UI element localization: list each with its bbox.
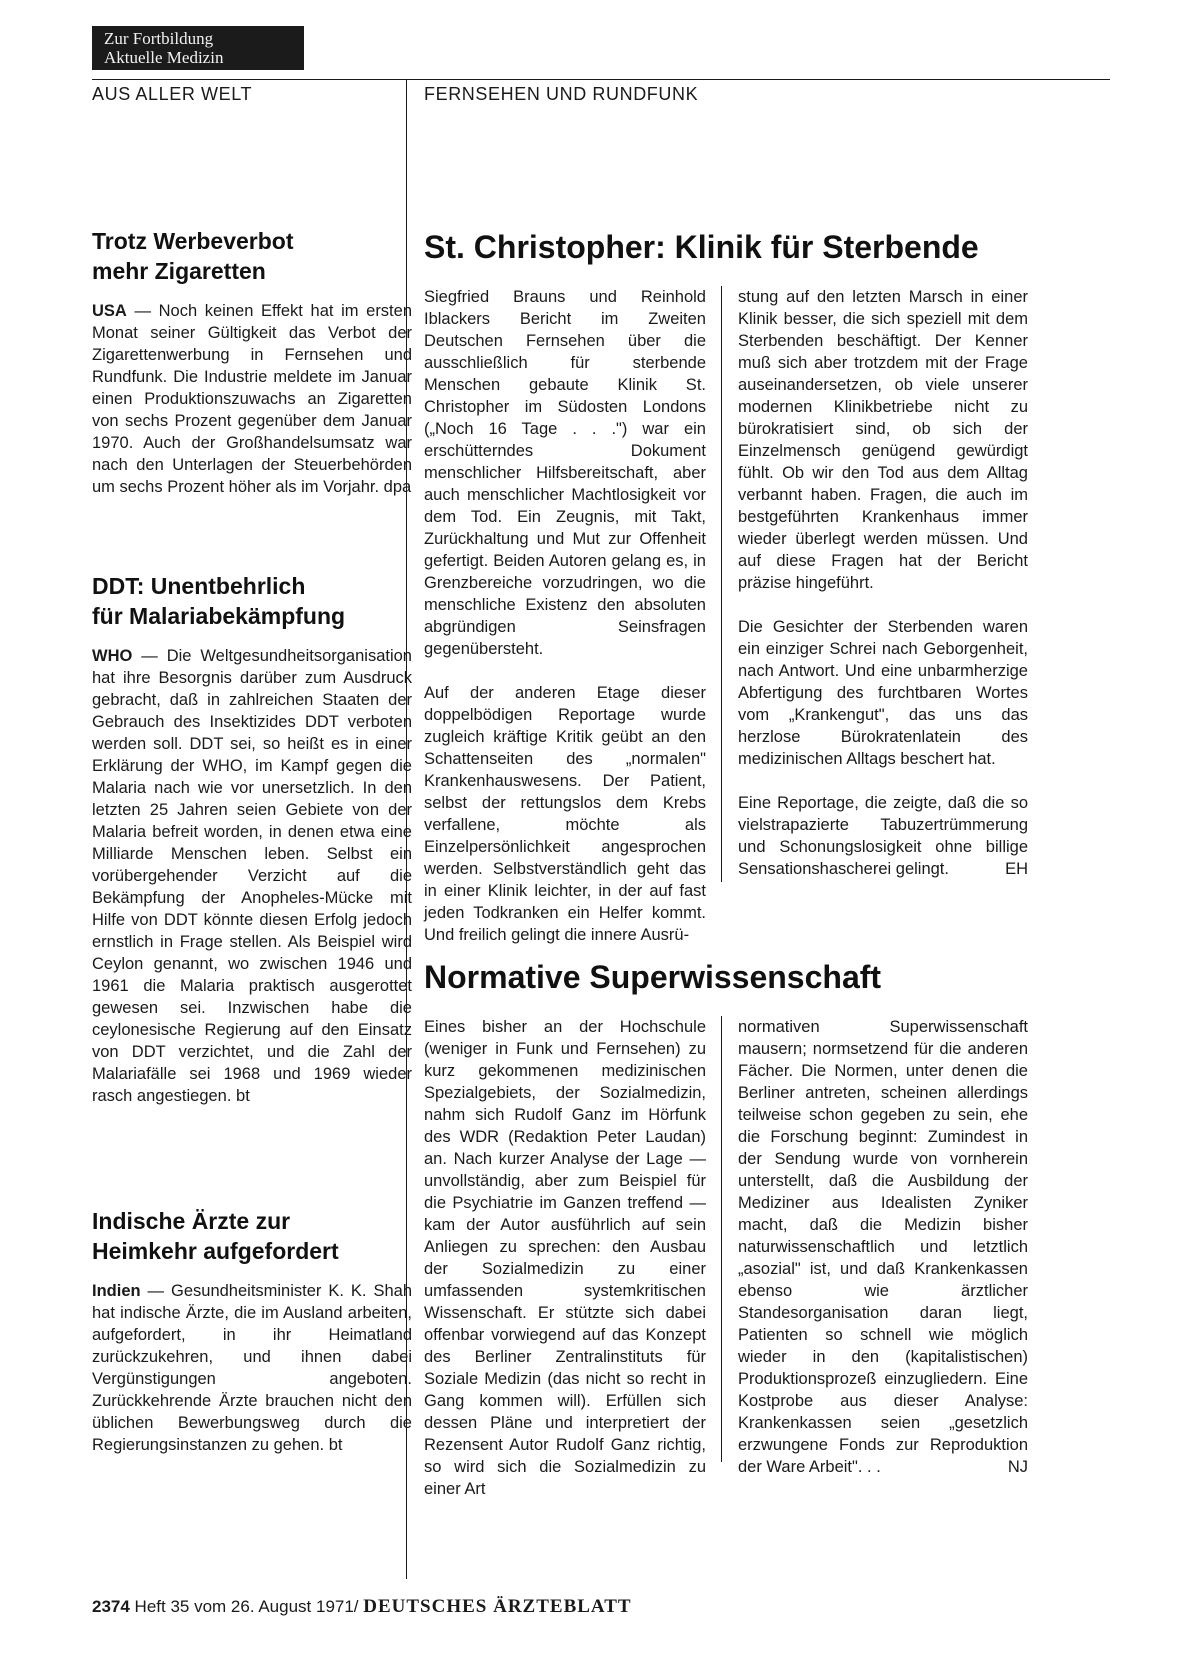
- badge-line-2: Aktuelle Medizin: [104, 48, 224, 67]
- page-number: 2374: [92, 1597, 130, 1616]
- article-title-normative: Normative Superwissenschaft: [424, 959, 882, 995]
- paragraph: Eine Reportage, die zeigte, daß die so vielstrapazierte Tabuzertrümmerung und Schonungslosigkeit ohne billige Sensationshascherei gelingt. EH: [738, 794, 1028, 878]
- paragraph: normativen Superwissenschaft mausern; normsetzend für die anderen Fächer. Die Normen, unter denen die Berliner antreten, scheinen allerdings teilweise schon gegeben zu sein, ehe die Forschung beginnt: Zumindest in der Sendung wurde von vornherein unterstellt, daß die Ausbildung der Mediziner aus Idealisten Zyniker macht, daß die Medizin bisher naturwissenschaftlich und letztlich „asozial" ist, und daß Krankenkassen ebenso wie ärztlicher Standesorganisation daran liegt, Patienten so schnell wie möglich wieder in den (kapitalistischen) Produktionsprozeß einzugliedern. Eine Kostprobe aus dieser Analyse: Krankenkassen seien „gesetzlich erzwungene Fonds zur Reproduktion der Ware Arbeit". . . NJ: [738, 1018, 1028, 1476]
- article-title: Indische Ärzte zur Heimkehr aufgefordert: [92, 1208, 339, 1264]
- article-ddt: [92, 571, 412, 1107]
- signature: dpa: [383, 478, 412, 496]
- paragraph: Eines bisher an der Hochschule (weniger in Funk und Fernsehen) zu kurz gekommenen medizinischen Spezialgebiets, der Sozialmedizin, nahm sich Rudolf Ganz im Hörfunk des WDR (Redaktion Peter Laudan) an. Nach kurzer Analyse der Lage — unvollständig, aber zum Beispiel für die Psychiatrie im Ganzen treffend — kam der Autor ausführlich auf sein Anliegen zu sprechen: den Ausbau der Sozialmedizin zu einer umfassenden systemkritischen Wissenschaft. Er stützte sich dabei offenbar vorwiegend auf das Konzept des Berliner Zentralinstituts für Soziale Medizin (das nicht so recht in Gang kommen will). Erfüllen sich dessen Pläne und interpretiert der Rezensent Autor Rudolf Ganz richtig, so wird sich die Sozialmedizin zu einer Art: [424, 1018, 706, 1498]
- signature: EH: [1005, 860, 1028, 878]
- masthead: DEUTSCHES ÄRZTEBLATT: [363, 1596, 632, 1617]
- christopher-column-2: [738, 286, 1028, 880]
- signature: bt: [236, 1087, 250, 1105]
- paragraph: stung auf den letzten Marsch in einer Klinik besser, die sich speziell mit dem Sterbenden beschäftigt. Der Kenner muß sich aber trotzdem mit der Frage auseinandersetzen, ob viele unserer modernen Klinikbetriebe nicht zu bürokratisiert sind, ob sich der Einzelmensch genügend gewürdigt fühlt. Ob wir den Tod aus dem Alltag verbannt haben. Fragen, die auch im bestgeführten Krankenhaus immer wieder überlegt werden müssen. Und auf diese Fragen hat der Bericht präzise hingeführt.: [738, 288, 1028, 592]
- article-body: WHO — Die Weltgesundheitsorganisation hat ihre Besorgnis darüber zum Ausdruck gebracht, daß in zahlreichen Staaten der Gebrauch des Insektizides DDT verboten werden soll. DDT sei, so heißt es in einer Erklärung der WHO, im Kampf gegen die Malaria nach wie vor unersetzlich. In den letzten 25 Jahren seien Gebiete von der Malaria befreit worden, in denen etwa eine Milliarde Menschen leben. Selbst ein vorübergehender Verzicht auf die Bekämpfung der Anopheles-Mücke mit Hilfe von DDT könnte diesen Erfolg jedoch ernstlich in Frage stellen. Als Beispiel wird Ceylon genannt, wo zwischen 1946 und 1961 die Malaria praktisch ausgerottet gewesen sei. Inzwischen habe die ceylonesische Regierung auf den Einsatz von DDT verzichtet, und die Zahl der Malariafälle sei 1968 und 1969 wieder rasch angestiegen. bt: [92, 647, 412, 1105]
- section-badge: [92, 26, 304, 70]
- section-label-left: AUS ALLER WELT: [92, 84, 253, 104]
- column-divider-christopher: [721, 286, 722, 882]
- christopher-column-1: [424, 286, 706, 946]
- paragraph: Siegfried Brauns und Reinhold Iblackers Bericht im Zweiten Deutschen Fernsehen über die ausschließlich für sterbende Menschen gebaute Klinik St. Christopher im Südosten Londons („Noch 16 Tage . . .") war ein erschütterndes Dokument menschlicher Hilfsbereitschaft, aber auch menschlicher Machtlosigkeit vor dem Tod. Ein Zeugnis, mit Takt, Zurückhaltung und Mut zur Offenheit gefertigt. Beiden Autoren gelang es, in Grenzbereiche vorzudringen, wo die menschliche Existenz den absoluten abgründigen Seinsfragen gegenübersteht.: [424, 288, 706, 658]
- normative-column-1: [424, 1016, 706, 1500]
- paragraph: Die Gesichter der Sterbenden waren ein einziger Schrei nach Geborgenheit, nach Antwort. Und eine unbarmherzige Abfertigung des furchtbaren Wortes vom „Krankengut", das uns das herzlose Bürokratenlatein des medizinischen Alltags beschert hat.: [738, 618, 1028, 768]
- issue-info: Heft 35 vom 26. August 1971/: [129, 1597, 364, 1616]
- normative-column-2: [738, 1016, 1028, 1478]
- article-body: USA — Noch keinen Effekt hat im ersten Monat seiner Gültigkeit das Verbot der Zigarettenwerbung in Fernsehen und Rundfunk. Die Industrie meldete im Januar einen Produktionszuwachs an Zigaretten von sechs Prozent gegenüber dem Januar 1970. Auch der Großhandelsumsatz war nach den Unterlagen der Steuerbehörden um sechs Prozent höher als im Vorjahr. dpa: [92, 302, 412, 496]
- article-body: Indien — Gesundheitsminister K. K. Shah hat indische Ärzte, die im Ausland arbeiten, aufgefordert, in ihr Heimatland zurückzukehren, und ihnen dabei Vergünstigungen angeboten. Zurückkehrende Ärzte brauchen nicht den üblichen Bewerbungsweg durch die Regierungsinstanzen zu gehen. bt: [92, 1282, 412, 1454]
- badge-line-1: Zur Fortbildung: [104, 29, 214, 48]
- signature: bt: [328, 1436, 343, 1454]
- article-cigarettes: [92, 226, 412, 498]
- article-title-christopher: St. Christopher: Klinik für Sterbende: [424, 229, 979, 265]
- page-footer: [92, 1596, 632, 1618]
- column-divider-normative: [721, 1016, 722, 1462]
- paragraph: Auf der anderen Etage dieser doppelbödigen Reportage wurde zugleich kräftige Kritik geübt an den Schattenseiten des „normalen" Krankenhauswesens. Der Patient, selbst der rettungslos dem Krebs verfallene, möchte als Einzelpersönlichkeit angesprochen werden. Selbstverständlich geht das in einer Klinik leichter, in der auf fast jeden Todkranken ein Helfer kommt. Und freilich gelingt die innere Ausrü-: [424, 684, 706, 944]
- article-indian-doctors: [92, 1206, 412, 1456]
- article-title: DDT: Unentbehrlich für Malariabekämpfung: [92, 573, 346, 629]
- header-rule: [92, 79, 1110, 80]
- signature: NJ: [1007, 1458, 1028, 1476]
- article-title: Trotz Werbeverbot mehr Zigaretten: [92, 228, 294, 284]
- section-label-right: FERNSEHEN UND RUNDFUNK: [424, 84, 699, 104]
